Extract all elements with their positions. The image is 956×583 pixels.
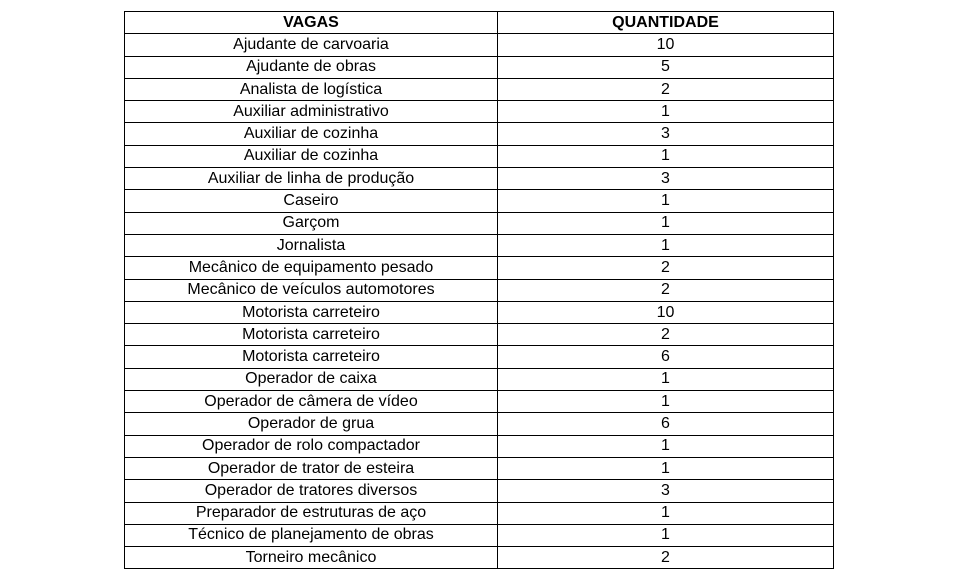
quantity-cell: 1 [498,502,834,524]
job-title-cell: Operador de trator de esteira [125,457,498,479]
table-row [125,279,834,301]
job-title-cell: Motorista carreteiro [125,324,498,346]
table-row [125,101,834,123]
job-title-cell: Operador de caixa [125,368,498,390]
quantity-cell: 3 [498,168,834,190]
table-row [125,56,834,78]
job-title-cell: Operador de câmera de vídeo [125,391,498,413]
quantity-cell: 1 [498,212,834,234]
table-row [125,524,834,546]
quantity-cell: 5 [498,56,834,78]
job-title-cell: Operador de tratores diversos [125,480,498,502]
table-row [125,346,834,368]
job-title-cell: Motorista carreteiro [125,301,498,323]
quantity-cell: 1 [498,391,834,413]
table-body [125,34,834,569]
job-title-cell: Auxiliar administrativo [125,101,498,123]
job-title-cell: Jornalista [125,234,498,256]
table-row [125,324,834,346]
job-title-cell: Auxiliar de cozinha [125,123,498,145]
quantity-cell: 2 [498,324,834,346]
job-title-cell: Ajudante de obras [125,56,498,78]
quantity-cell: 1 [498,190,834,212]
table-row [125,301,834,323]
quantity-cell: 6 [498,413,834,435]
job-vacancies-table [124,11,834,569]
job-title-cell: Analista de logística [125,78,498,100]
quantity-cell: 2 [498,547,834,569]
table-row [125,212,834,234]
quantity-cell: 3 [498,480,834,502]
quantity-cell: 1 [498,524,834,546]
job-title-cell: Garçom [125,212,498,234]
table-row [125,480,834,502]
quantity-cell: 2 [498,257,834,279]
job-title-cell: Auxiliar de cozinha [125,145,498,167]
table-row [125,413,834,435]
job-title-cell: Auxiliar de linha de produção [125,168,498,190]
table-row [125,145,834,167]
quantity-cell: 3 [498,123,834,145]
table-row [125,547,834,569]
job-title-cell: Ajudante de carvoaria [125,34,498,56]
quantity-cell: 1 [498,457,834,479]
quantity-cell: 1 [498,435,834,457]
table-row [125,123,834,145]
header-quantidade: QUANTIDADE [498,12,834,34]
quantity-cell: 1 [498,101,834,123]
table-row [125,234,834,256]
quantity-cell: 2 [498,78,834,100]
table-row [125,78,834,100]
job-title-cell: Mecânico de equipamento pesado [125,257,498,279]
job-title-cell: Mecânico de veículos automotores [125,279,498,301]
job-title-cell: Preparador de estruturas de aço [125,502,498,524]
job-title-cell: Motorista carreteiro [125,346,498,368]
quantity-cell: 10 [498,34,834,56]
quantity-cell: 1 [498,234,834,256]
quantity-cell: 6 [498,346,834,368]
quantity-cell: 1 [498,145,834,167]
table-row [125,34,834,56]
table-header [125,12,834,34]
table-row [125,168,834,190]
table-row [125,457,834,479]
table-row [125,391,834,413]
quantity-cell: 1 [498,368,834,390]
table-row [125,190,834,212]
table-row [125,435,834,457]
table-row [125,368,834,390]
table-row [125,502,834,524]
job-title-cell: Torneiro mecânico [125,547,498,569]
job-title-cell: Operador de rolo compactador [125,435,498,457]
quantity-cell: 2 [498,279,834,301]
header-vagas: VAGAS [125,12,498,34]
table-row [125,257,834,279]
quantity-cell: 10 [498,301,834,323]
job-title-cell: Caseiro [125,190,498,212]
job-title-cell: Operador de grua [125,413,498,435]
header-row [125,12,834,34]
job-title-cell: Técnico de planejamento de obras [125,524,498,546]
